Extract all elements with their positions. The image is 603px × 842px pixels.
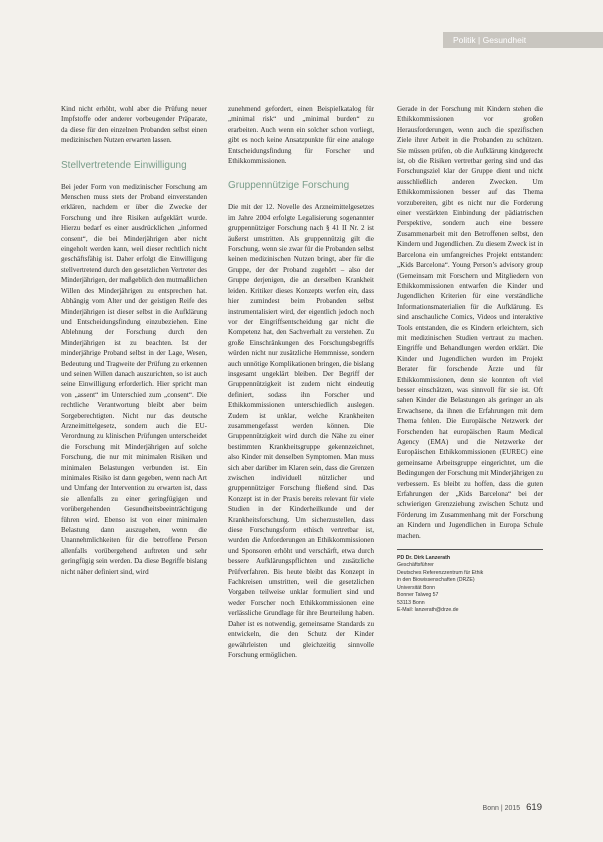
paragraph: Bei jeder Form von medizinischer Forschung am Menschen muss stets der Proband einverstanden erklären, nachdem er über die Zwecke der Forschung und ihre Risiken aufgeklärt wurde. Hierzu bedarf es einer ausdrücklichen „informed consent“, die bei Minderjährigen aber nicht eingeholt werden kann, weil dieser rechtlich nicht geschäftsfähig ist. Daher erfolgt die Einwilligung stellvertretend durch den gesetzlichen Vertreter des Minderjährigen, der maßgeblich den mutmaßlichen Willen des Minderjährigen zu entsprechen hat. Abhängig vom Alter und der geistigen Reife des Minderjährigen ist dieser selbst in die Aufklärung und Entscheidungsfindung einzubeziehen. Eine Ablehnung der Forschung durch den Minderjährigen ist zu beachten. Ist der minderjährige Proband selbst in der Lage, Wesen, Bedeutung und Tragweite der Prüfung zu erkennen und seinen Willen danach auszurichten, so ist auch seine Einwilligung erforderlich. Hier spricht man von „assent“ im Unterschied zum „consent“. Die rechtliche Verantwortung bleibt aber beim Sorgeberechtigten. Nicht nur das deutsche Arzneimittelgesetz, sondern auch die EU-Verordnung zu klinischen Prüfungen unterscheidet die Forschung mit Minderjährigen auf solche Forschung, die nur mit minimalen Risiken und minimalen Belastungen verbunden ist. Ein minimales Risiko ist dann gegeben, wenn nach Art und Umfang der Intervention zu erwarten ist, dass sie allenfalls zu einer geringfügigen und vorübergehenden Gesundheitsbeeinträchtigung führen wird. Ebenso ist von einer minimalen Belastung dann auszugehen, wenn die Unannehmlichkeiten für die betroffene Person allenfalls vorübergehend auftreten und sehr geringfügig sein werden. Da diese Begriffe bislang nicht näher definiert sind, wird <box>61 182 207 576</box>
author-email: E-Mail: lanzerath@drze.de <box>397 606 459 613</box>
paragraph: Gerade in der Forschung mit Kindern stehen die Ethikkommissionen vor großen Herausforderungen, wenn auch die spezifischen Ziele ihrer Arbeit in die Probanden zu schützen. Sie müssen prüfen, ob die Aufklärung kindgerecht ist, ob die Risiken vertretbar gering sind und das Forschungsziel klar der Gruppe dient und nicht ausschließlich anderen Zwecken. Um Ethikkommissionen besser auf das Thema vorzubereiten, gibt es nicht nur die Forderung einer verstärkten Einbindung der pädiatrischen Perspektive, sondern auch eine bessere Zusammenarbeit mit den Betroffenen selbst, den Kindern und Jugendlichen. Zu diesem Zweck ist in Barcelona ein umfangreiches Projekt entstanden: „Kids Barcelona“. Young Person’s advisory group (Gemeinsam mit Forschern und Mitgliedern von Ethikkommissionen entwarfen die Kinder und Jugendlichen Kriterien für eine verständliche Informationsmaterialien für die Aufklärung. Es sind anschauliche Comics, Videos und interaktive Tools entstanden, die es Kindern erleichtern, sich mit medizinischen Studien vertraut zu machen. Eingriffe und Behandlungen werden erklärt. Die Kinder und Jugendlichen wurden im Projekt Berater für forschende Ärzte und für Ethikkommissionen, denn sie konnten oft viel besser einschätzen, was sinnvoll für sie ist. Oft sahen Kinder die Belastungen als geringer an als Erwachsene, da ihnen die Erfahrungen mit dem Thema fehlen. Die Europäische Netzwerk der Forschenden hat europäischen Raum Medical Agency (EMA) und die Netzwerke der Europäischen Ethikkommissionen (EUREC) eine gemeinsame Arbeitsgruppe eingerichtet, um die Bedingungen der Forschung mit Minderjährigen zu verbessern. Es bleibt zu hoffen, dass die guten Erfahrungen der „Kids Barcelona“ bei der schwierigen Grenzziehung zwischen Schutz und Förderung im Zusammenhang mit der Forschung an Kindern und Jugendlichen in Europa Schule machen. <box>397 105 543 540</box>
author-line: in den Biowissenschaften (DRZE) <box>397 577 475 584</box>
section-header-tab: Politik | Gesundheit <box>443 32 603 48</box>
column-1 <box>61 104 207 577</box>
paragraph: Kind nicht erhöht, wohl aber die Prüfung neuer Impfstoffe oder anderer vorbeugender Präparate, da diese für den einzelnen Probanden selbst einen medizinischen Nutzen erwarten lassen. <box>61 105 207 145</box>
paragraph: zunehmend gefordert, einen Beispielkatalog für „minimal risk“ und „minimal burden“ zu erarbeiten. Auch wenn ein solcher schon vorliegt, gibt es noch keine Ansatzpunkte für eine analoge Entscheidungsfindung für Forscher und Ethikkommissionen. <box>228 105 374 166</box>
column-3 <box>397 104 543 614</box>
author-line: Bonner Talweg 57 <box>397 592 439 599</box>
author-line: Universität Bonn <box>397 584 436 591</box>
paragraph: Die mit der 12. Novelle des Arzneimittelgesetzes im Jahre 2004 erfolgte Legalisierung sogenannter gruppennütziger Forschung nach § 41 II Nr. 2 ist äußerst umstritten. Als gruppennützig gilt die Forschung, wenn sie zwar für die Probanden selbst keinen medizinischen Nutzen bringt, aber für die Gruppe, der der Proband zugehört – also der Gruppe derjenigen, die an derselben Krankheit leiden. Kritiker dieses Konzepts werfen ein, dass hier zumindest beim Probanden selbst instrumentalisiert wird, der eigentlich jedoch noch vor der Eingriffsentscheidung gar nicht die Kompetenz hat, den Sachverhalt zu verstehen. Zu große Einschränkungen des Forschungsbegriffs würden nicht nur zusätzliche Hemmnisse, sondern auch unnötige Komplikationen bringen, die bislang insgesamt ungeklärt bleiben. Der Begriff der Gruppennützigkeit ist zudem nicht eindeutig definiert, sodass ihn Forscher und Ethikkommissionen unterschiedlich auslegen. Zudem ist unklar, welche Krankheiten zusammengefasst werden können. Die Gruppennützigkeit wird durch die Nähe zu einer bestimmten Krankheitsgruppe gekennzeichnet, also Kinder mit denselben Symptomen. Man muss sich aber darüber im Klaren sein, dass die Grenzen zwischen individuell nützlicher und gruppennütziger Forschung fließend sind. Das Konzept ist in der Praxis bereits relevant für viele Studien in der Kinderheilkunde und der Krankheitsforschung. Um sicherzustellen, dass diese Forschungsform ethisch vertretbar ist, wurden die Anforderungen an Ethikkommissionen und Sponsoren erhöht und verschärft, etwa durch bessere Aufklärungspflichten und zusätzliche Prüfverfahren. Bis heute bleibt das Konzept in Fachkreisen umstritten, weil die gesetzlichen Vorgaben teilweise unklar formuliert sind und weder Forscher noch Ethikkommissionen eine verlässliche Grundlage für ihre Beurteilung haben. Daher ist es notwendig, gemeinsame Standards zu entwickeln, die den Schutz der Kinder gewährleisten und gleichzeitig sinnvolle Forschung ermöglichen. <box>228 203 374 659</box>
page-footer <box>483 802 542 813</box>
author-divider <box>397 549 543 550</box>
author-line: Deutsches Referenzzentrum für Ethik <box>397 569 484 576</box>
section-heading: Gruppennützige Forschung <box>228 180 350 192</box>
section-heading: Stellvertretende Einwilligung <box>61 159 187 171</box>
author-line: 53113 Bonn <box>397 599 425 606</box>
author-line: Geschäftsführer <box>397 562 434 569</box>
footer-label: Bonn | 2015 <box>482 805 521 812</box>
author-box <box>397 549 543 614</box>
column-2 <box>228 104 374 660</box>
author-name: PD Dr. Dirk Lanzerath <box>397 555 451 562</box>
page-number: 619 <box>526 802 542 813</box>
